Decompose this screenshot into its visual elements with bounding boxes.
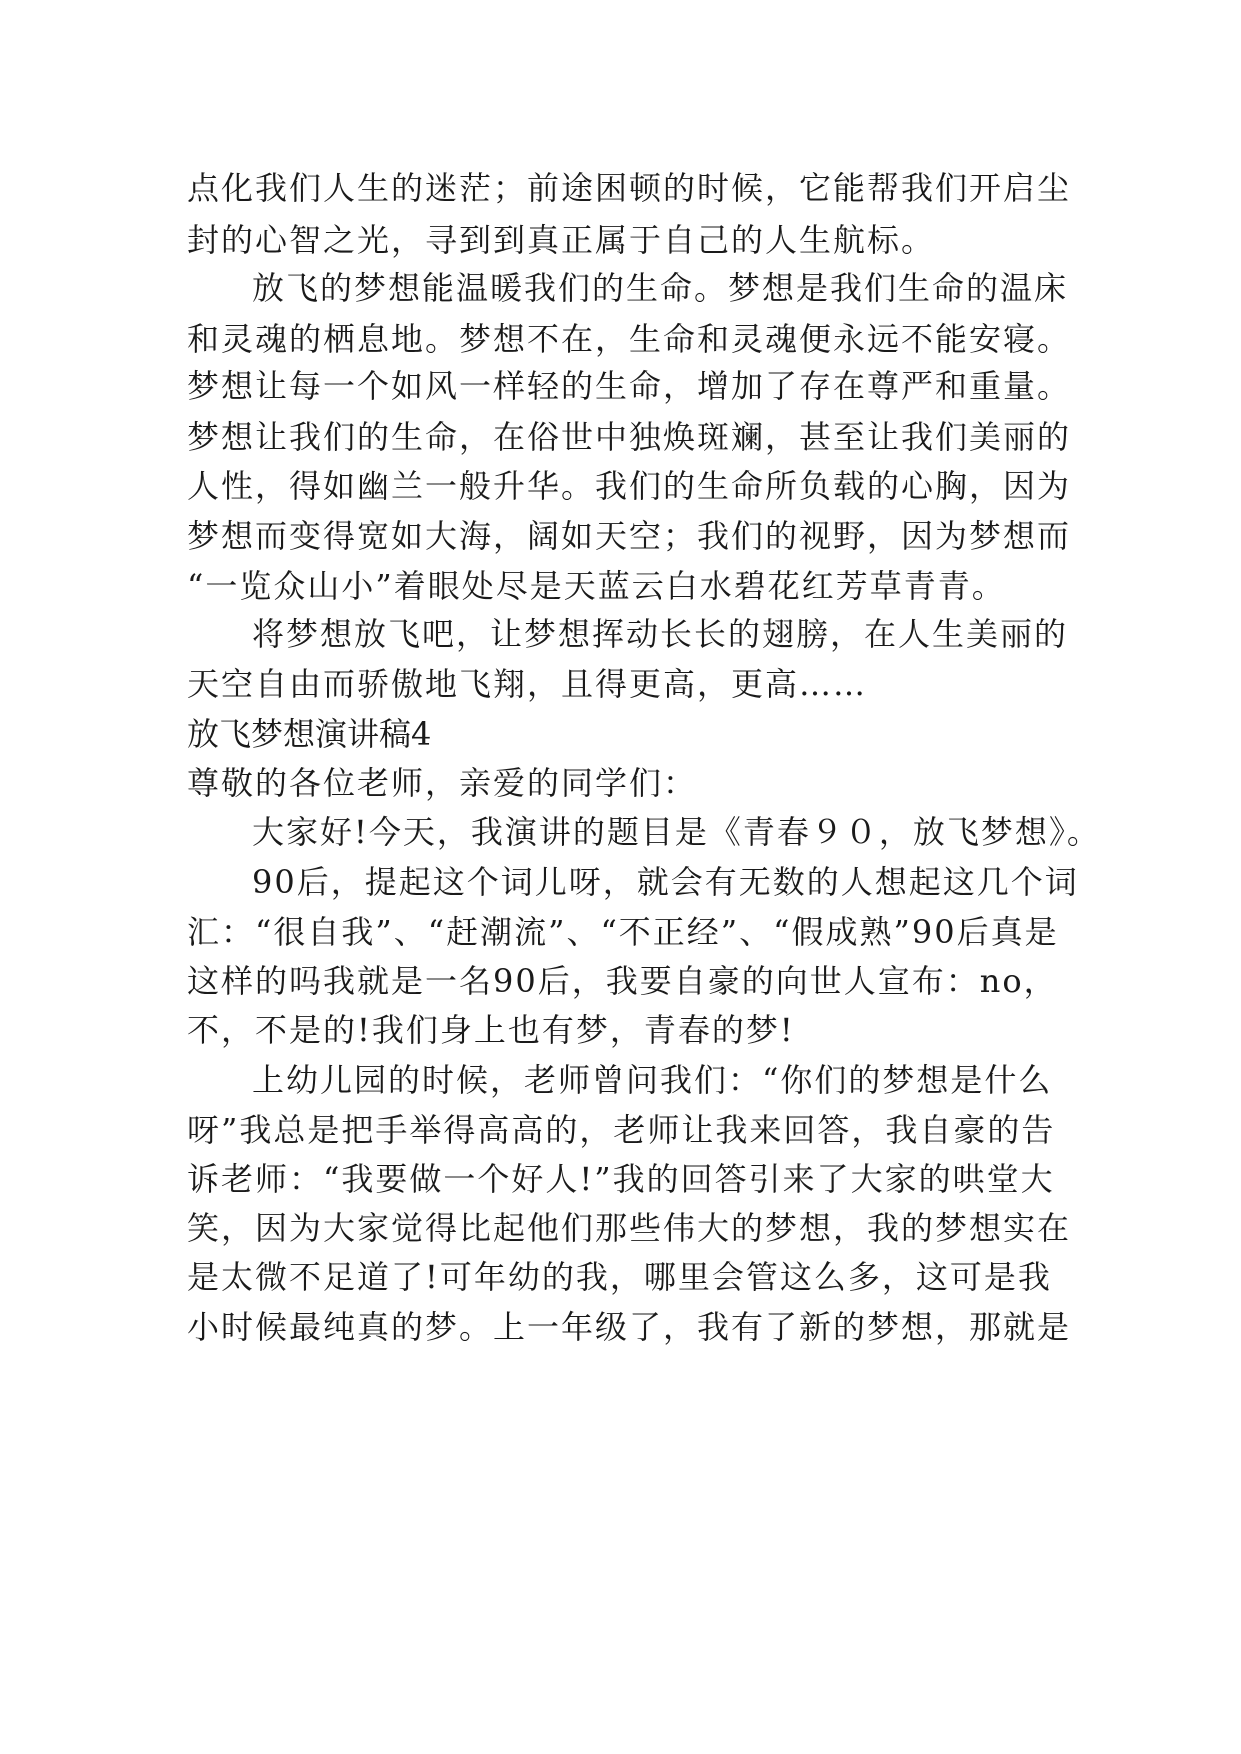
paragraph-start: 90后，提起这个词儿呀，就会有无数的人想起这几个词 — [252, 863, 1079, 901]
text-line: 小时候最纯真的梦。上一年级了，我有了新的梦想，那就是 — [187, 1308, 1072, 1346]
text-line: 笑，因为大家觉得比起他们那些伟大的梦想，我的梦想实在 — [187, 1209, 1072, 1247]
section-title: 放飞梦想演讲稿4 — [187, 715, 432, 753]
paragraph-start: 上幼儿园的时候，老师曾问我们：“你们的梦想是什么 — [252, 1061, 1053, 1099]
text-line: 这样的吗我就是一名90后，我要自豪的向世人宣布：no， — [187, 962, 1058, 1000]
text-line: 封的心智之光，寻到到真正属于自己的人生航标。 — [187, 221, 936, 259]
text-line: “一览众山小”着眼处尽是天蓝云白水碧花红芳草青青。 — [187, 567, 1006, 605]
text-line: 人性，得如幽兰一般升华。我们的生命所负载的心胸，因为 — [187, 467, 1072, 505]
text-line: 和灵魂的栖息地。梦想不在，生命和灵魂便永远不能安寝。 — [187, 320, 1072, 358]
text-line: 是太微不足道了!可年幼的我，哪里会管这么多，这可是我 — [187, 1258, 1052, 1296]
text-line: 不，不是的!我们身上也有梦，青春的梦! — [187, 1011, 795, 1049]
paragraph-start: 将梦想放飞吧，让梦想挥动长长的翅膀，在人生美丽的 — [252, 615, 1069, 653]
text-line: 梦想让每一个如风一样轻的生命，增加了存在尊严和重量。 — [187, 367, 1072, 405]
paragraph-start: 大家好!今天，我演讲的题目是《青春９０，放飞梦想》。 — [252, 813, 1101, 851]
text-line: 天空自由而骄傲地飞翔，且得更高，更高…… — [187, 665, 868, 703]
text-line: 梦想而变得宽如大海，阔如天空；我们的视野，因为梦想而 — [187, 517, 1072, 555]
text-line: 点化我们人生的迷茫；前途困顿的时候，它能帮我们开启尘 — [187, 169, 1072, 207]
text-line: 梦想让我们的生命，在俗世中独焕斑斓，甚至让我们美丽的 — [187, 418, 1072, 456]
paragraph-start: 放飞的梦想能温暖我们的生命。梦想是我们生命的温床 — [252, 269, 1069, 307]
text-line: 呀”我总是把手举得高高的，老师让我来回答，我自豪的告 — [187, 1111, 1056, 1149]
salutation: 尊敬的各位老师，亲爱的同学们： — [187, 764, 698, 802]
text-line: 汇：“很自我”、“赶潮流”、“不正经”、“假成熟”90后真是 — [187, 913, 1059, 951]
text-line: 诉老师：“我要做一个好人!”我的回答引来了大家的哄堂大 — [187, 1160, 1055, 1198]
